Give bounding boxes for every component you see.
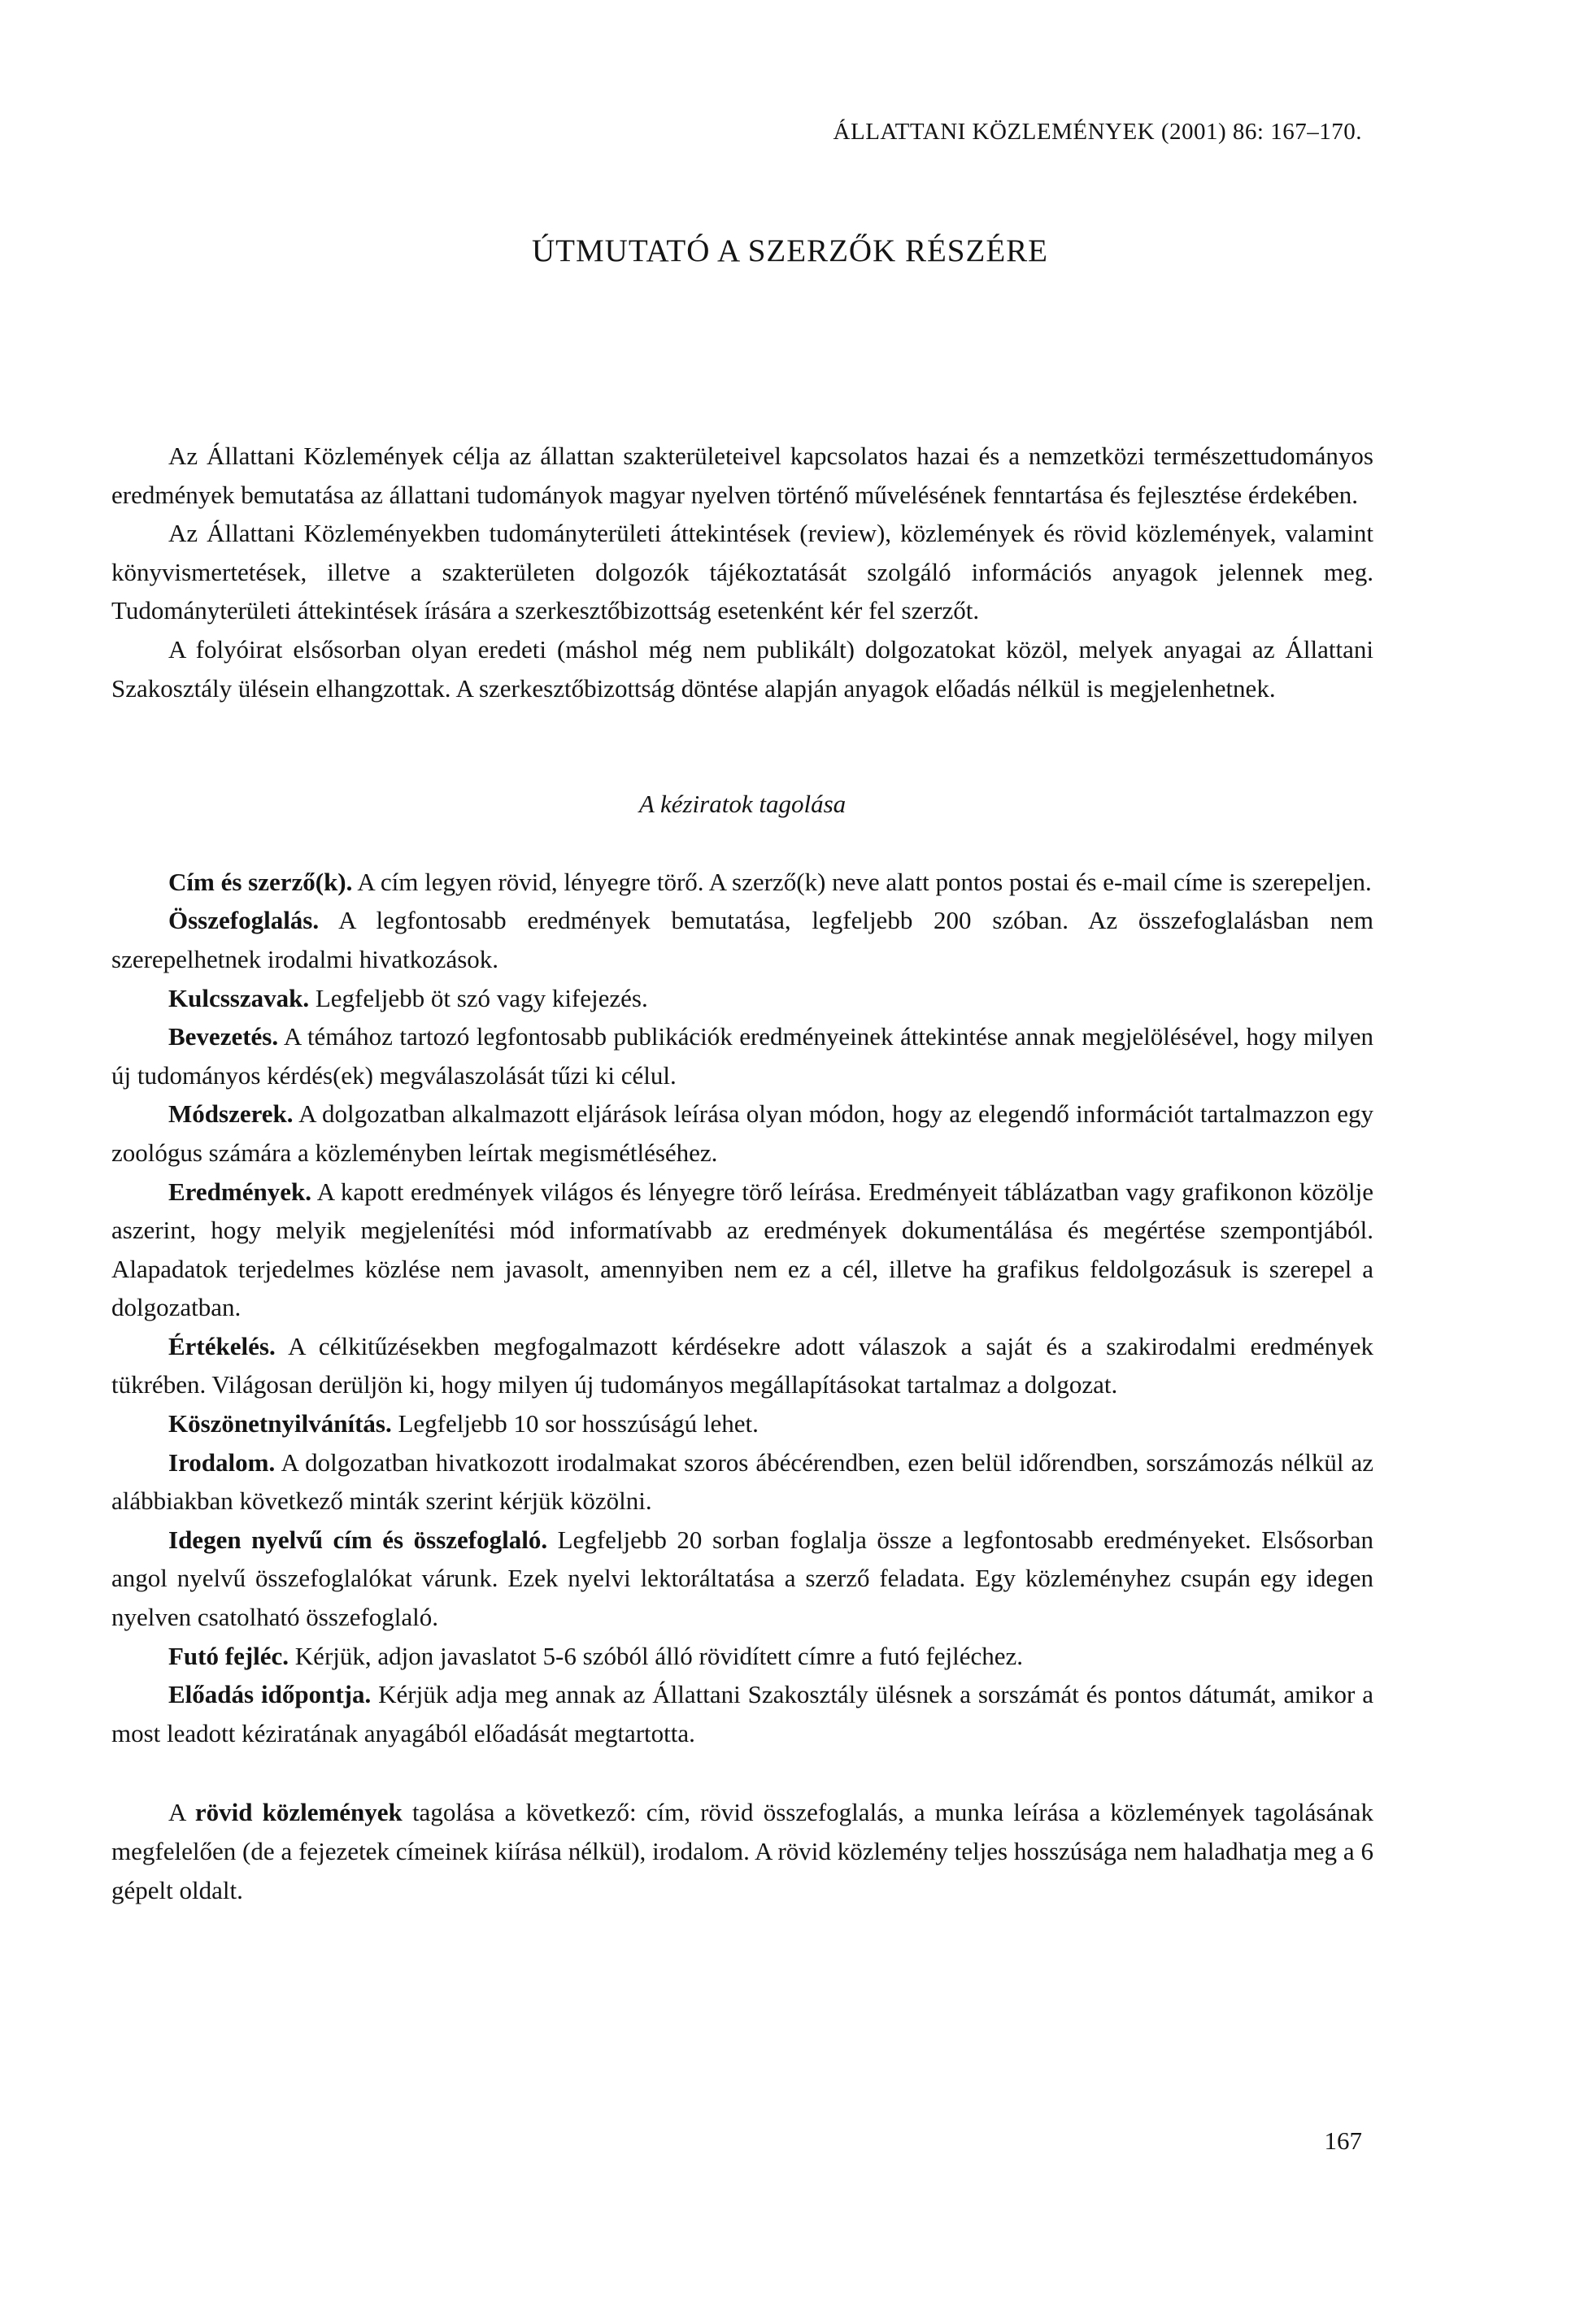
section-item-eredmenyek — [111, 1173, 1373, 1327]
section-item-koszonetnyilvanitas — [111, 1404, 1373, 1443]
item-text: A cím legyen rövid, lényegre törő. A szerző(k) neve alatt pontos postai és e-mail címe is szerepeljen. — [352, 867, 1372, 896]
item-text: A dolgozatban alkalmazott eljárások leírása olyan módon, hogy az elegendő információt tartalmazzon egy zoológus számára a közleményben leírtak megismétléséhez. — [111, 1099, 1373, 1167]
body-text — [111, 437, 1373, 1909]
section-item-idegen-nyelvu — [111, 1521, 1373, 1637]
page-number: 167 — [1324, 2126, 1362, 2155]
item-term: Irodalom. — [168, 1447, 276, 1477]
section-item-ertekeles — [111, 1327, 1373, 1404]
item-term: Eredmények. — [168, 1177, 311, 1206]
item-term: Futó fejléc. — [168, 1641, 289, 1670]
running-head: ÁLLATTANI KÖZLEMÉNYEK (2001) 86: 167–170. — [833, 119, 1362, 145]
item-term: Bevezetés. — [168, 1022, 279, 1051]
item-text: Kérjük adja meg annak az Állattani Szakosztály ülésnek a sorszámát és pontos dátumát, amikor a most leadott kéziratának anyagából előadását megtartotta. — [111, 1680, 1373, 1747]
intro-paragraph-1: Az Állattani Közlemények célja az állattan szakterületeivel kapcsolatos hazai és a nemzetközi természettudományos eredmények bemutatása az állattani tudományok magyar nyelven történő művelésének fenntartása és fejlesztése érdekében. — [111, 442, 1373, 509]
item-text: A dolgozatban hivatkozott irodalmakat szoros ábécérendben, ezen belül időrendben, sorszámozás nélkül az alábbiakban következő minták szerint kérjük közölni. — [111, 1447, 1373, 1516]
item-text: A kapott eredmények világos és lényegre törő leírása. Eredményeit táblázatban vagy grafikonon közölje aszerint, hogy melyik megjelenítési mód informatívabb az eredmények dokumentálása és megértése szempontjából. Alapadatok terjedelmes közlése nem javasolt, amennyiben nem ez a cél, illetve ha grafikus feldolgozásuk is szerepel a dolgozatban. — [111, 1177, 1373, 1322]
section-item-eloadas-idopontja — [111, 1675, 1373, 1752]
item-text: Kérjük, adjon javaslatot 5-6 szóból álló rövidített címre a futó fejléchez. — [289, 1641, 1024, 1670]
item-text: A témához tartozó legfontosabb publikációk eredményeinek áttekintése annak megjelölésével, hogy milyen új tudományos kérdés(ek) megválaszolását tűzi ki célul. — [111, 1022, 1373, 1090]
item-term: Módszerek. — [168, 1099, 294, 1129]
intro-paragraph-2: Az Állattani Közleményekben tudományterületi áttekintések (review), közlemények és rövid közlemények, valamint könyvismertetések, illetve a szakterületen dolgozók tájékoztatását szolgáló információs anyagok jelennek meg. Tudományterületi áttekintések írására a szerkesztőbizottság esetenként kér fel szerzőt. — [111, 519, 1373, 625]
item-term: Idegen nyelvű cím és összefoglaló. — [168, 1525, 548, 1554]
item-term: Előadás időpontja. — [168, 1680, 372, 1709]
item-term: Összefoglalás. — [168, 906, 320, 935]
section-item-kulcsszavak — [111, 979, 1373, 1018]
closing-lead: A — [168, 1798, 195, 1827]
item-text: Legfeljebb 20 sorban foglalja össze a legfontosabb eredményeket. Elsősorban angol nyelvű összefoglalókat várunk. Ezek nyelvi lektoráltatása a szerző feladata. Egy közleményhez csupán egy idegen nyelven csatolható összefoglaló. — [111, 1525, 1373, 1632]
item-text: Legfeljebb öt szó vagy kifejezés. — [309, 983, 648, 1012]
item-term: Cím és szerző(k). — [168, 867, 353, 896]
section-item-cim — [111, 863, 1373, 902]
item-text: Legfeljebb 10 sor hosszúságú lehet. — [391, 1409, 759, 1438]
item-term: Értékelés. — [168, 1331, 276, 1360]
item-term: Kulcsszavak. — [168, 983, 310, 1012]
section-item-modszerek — [111, 1095, 1373, 1172]
section-item-futo-fejlec — [111, 1637, 1373, 1676]
section-item-irodalom — [111, 1443, 1373, 1521]
closing-paragraph — [111, 1793, 1373, 1909]
item-text: A legfontosabb eredmények bemutatása, legfeljebb 200 szóban. Az összefoglalásban nem szerepelhetnek irodalmi hivatkozások. — [111, 906, 1373, 973]
intro-paragraph-3: A folyóirat elsősorban olyan eredeti (máshol még nem publikált) dolgozatokat közöl, melyek anyagai az Állattani Szakosztály ülésein elhangzottak. A szerkesztőbizottság döntése alapján anyagok előadás nélkül is megjelenhetnek. — [111, 634, 1373, 703]
closing-text: tagolása a következő: cím, rövid összefoglalás, a munka leírása a közlemények tagolásának megfelelően (de a fejezetek címeinek kiírása nélkül), irodalom. A rövid közlemény teljes hosszúsága nem haladhatja meg a 6 gépelt oldalt. — [111, 1798, 1373, 1904]
section-item-bevezetes — [111, 1017, 1373, 1095]
item-text: A célkitűzésekben megfogalmazott kérdésekre adott válaszok a saját és a szakirodalmi eredmények tükrében. Világosan derüljön ki, hogy milyen új tudományos megállapításokat tartalmaz a dolgozat. — [111, 1331, 1373, 1399]
page-title: ÚTMUTATÓ A SZERZŐK RÉSZÉRE — [532, 233, 1048, 268]
item-term: Köszönetnyilvánítás. — [168, 1409, 392, 1438]
section-title: A kéziratok tagolása — [638, 790, 847, 819]
closing-term: rövid közlemények — [194, 1798, 403, 1827]
section-item-osszefoglalas — [111, 901, 1373, 978]
